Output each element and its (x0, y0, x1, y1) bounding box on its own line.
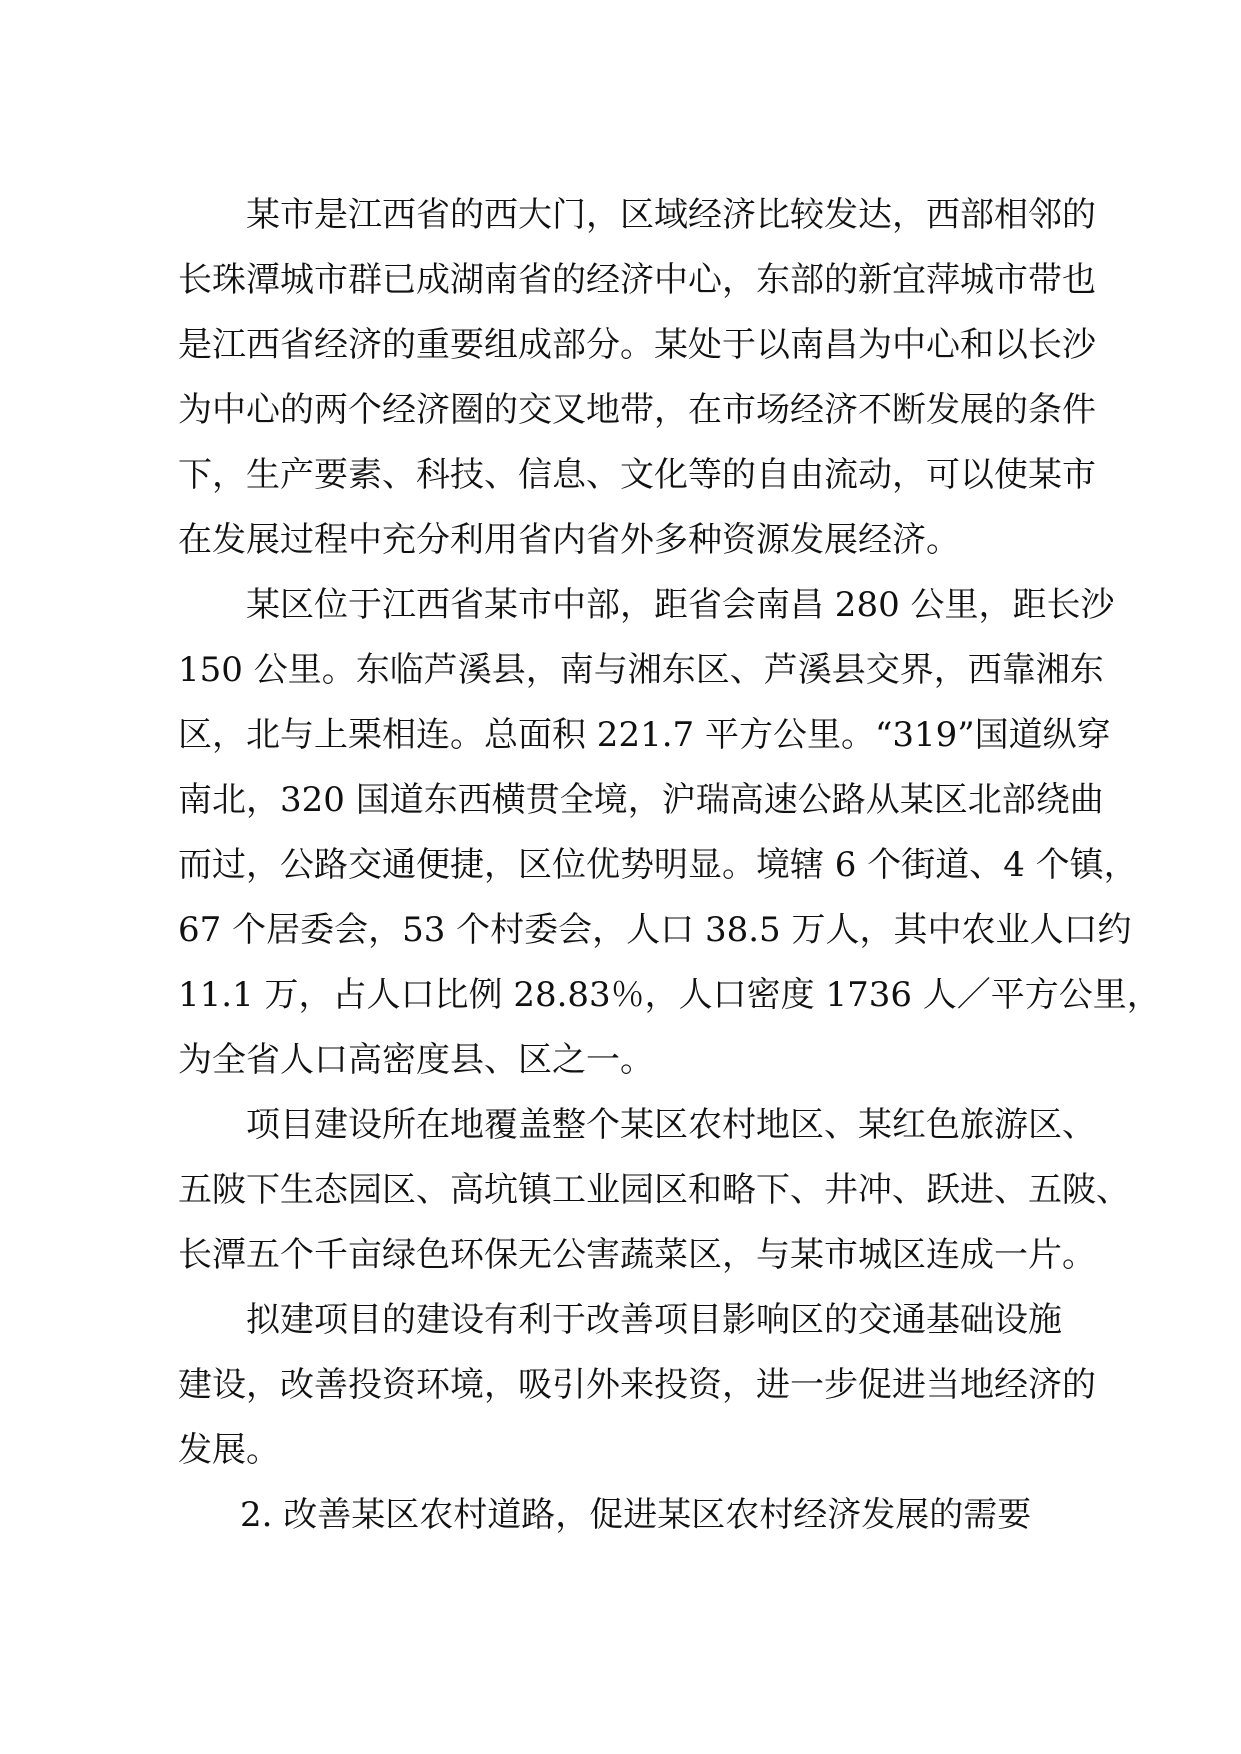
text-line: 为中心的两个经济圈的交叉地带，在市场经济不断发展的条件 (178, 390, 1096, 430)
paragraph-project-benefit (178, 1288, 1096, 1483)
text-line: 67 个居委会，53 个村委会，人口 38.5 万人，其中农业人口约 (178, 910, 1132, 950)
text-line: 项目建设所在地覆盖整个某区农村地区、某红色旅游区、 (246, 1105, 1096, 1145)
text-line: 发展。 (178, 1430, 280, 1470)
text-line: 在发展过程中充分利用省内省外多种资源发展经济。 (178, 520, 960, 560)
paragraph-project-coverage (178, 1093, 1130, 1288)
text-line: 某区位于江西省某市中部，距省会南昌 280 公里，距长沙 (246, 585, 1115, 625)
text-line: 拟建项目的建设有利于改善项目影响区的交通基础设施 (246, 1300, 1062, 1340)
text-line: 五陂下生态园区、高坑镇工业园区和略下、井冲、跃进、五陂、 (178, 1170, 1130, 1210)
document-body (178, 183, 1161, 1548)
text-line: 某市是江西省的西大门，区域经济比较发达，西部相邻的 (246, 195, 1096, 235)
text-line: 区，北与上栗相连。总面积 221.7 平方公里。“319”国道纵穿 (178, 715, 1111, 755)
text-line: 而过，公路交通便捷，区位优势明显。境辖 6 个街道、4 个镇， (178, 845, 1138, 885)
section-heading: 2. 改善某区农村道路，促进某区农村经济发展的需要 (240, 1495, 1032, 1535)
text-line: 建设，改善投资环境，吸引外来投资，进一步促进当地经济的 (178, 1365, 1096, 1405)
text-line: 150 公里。东临芦溪县，南与湘东区、芦溪县交界，西靠湘东 (178, 650, 1104, 690)
text-line: 是江西省经济的重要组成部分。某处于以南昌为中心和以长沙 (178, 325, 1096, 365)
paragraph-regional-economy (178, 183, 1096, 573)
text-line: 南北，320 国道东西横贯全境，沪瑞高速公路从某区北部绕曲 (178, 780, 1104, 820)
text-line: 11.1 万，占人口比例 28.83％，人口密度 1736 人／平方公里， (178, 975, 1161, 1015)
text-line: 为全省人口高密度县、区之一。 (178, 1040, 654, 1080)
text-line: 下，生产要素、科技、信息、文化等的自由流动，可以使某市 (178, 455, 1096, 495)
text-line: 长潭五个千亩绿色环保无公害蔬菜区，与某市城区连成一片。 (178, 1235, 1096, 1275)
text-line: 长珠潭城市群已成湖南省的经济中心，东部的新宜萍城市带也 (178, 260, 1096, 300)
paragraph-district-location (178, 573, 1161, 1093)
